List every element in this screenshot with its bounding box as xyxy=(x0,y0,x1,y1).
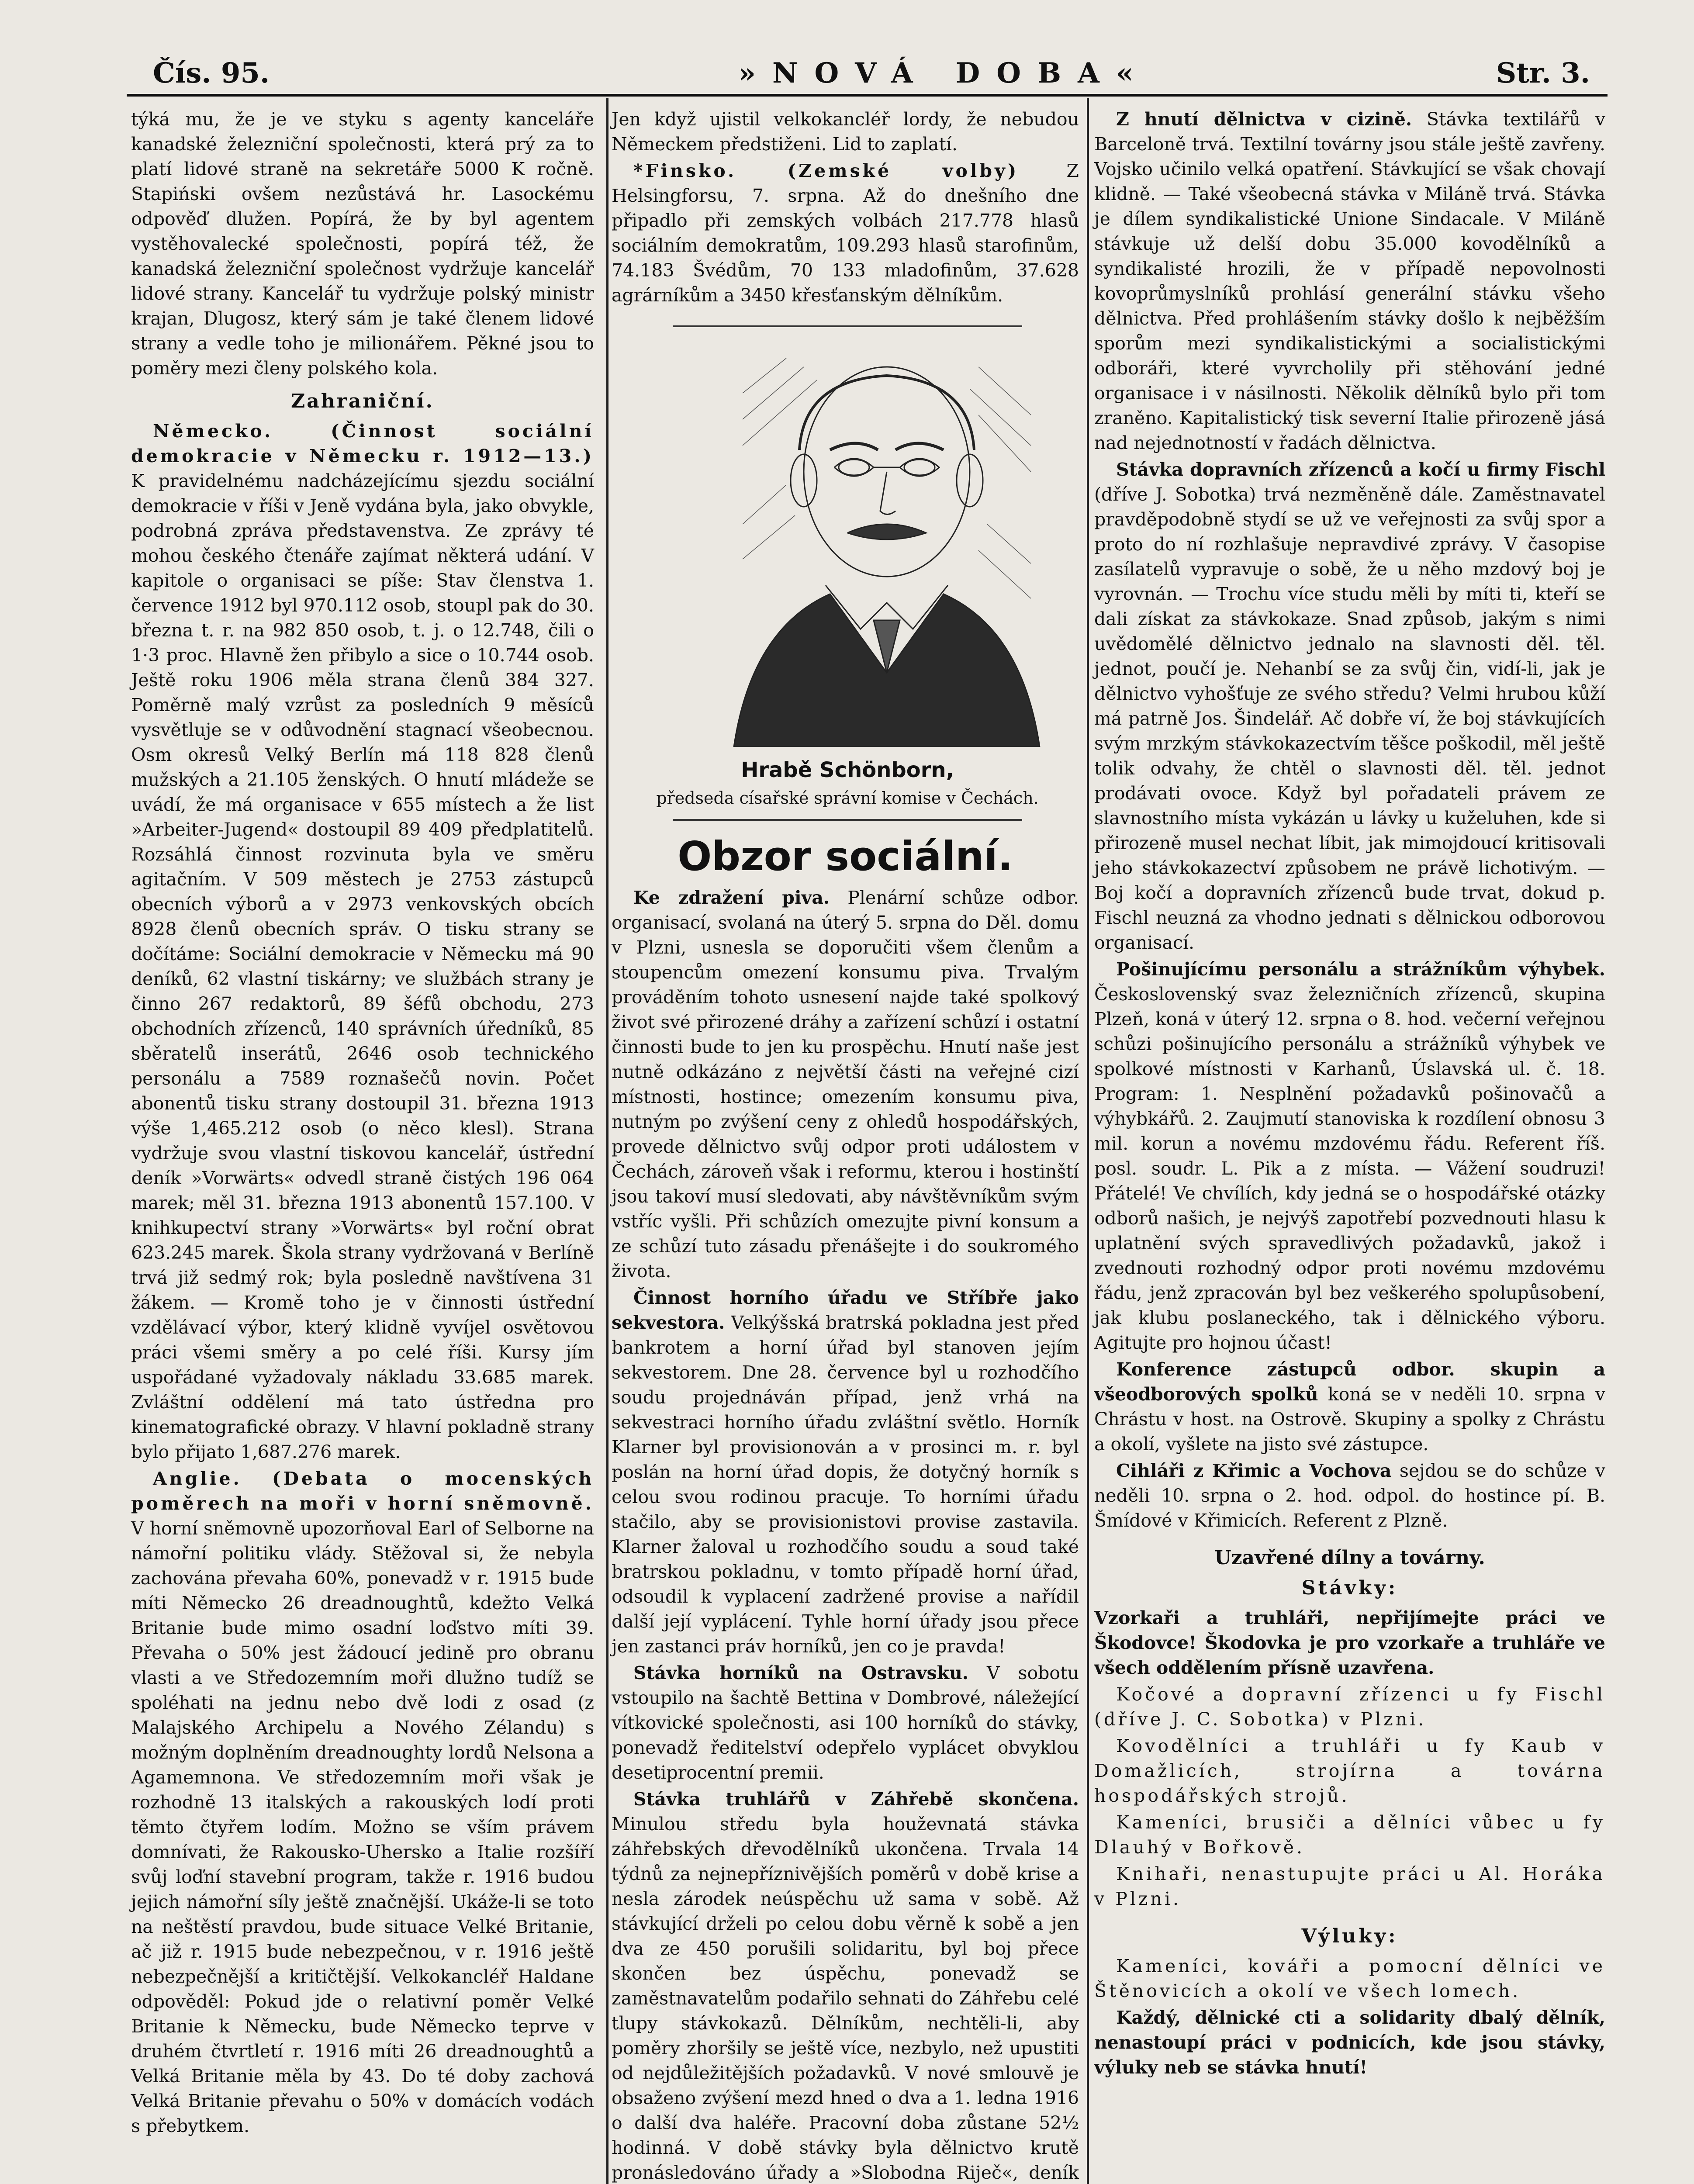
section-heading-foreign: Zahraniční. xyxy=(291,390,434,412)
portrait-nose xyxy=(880,472,895,515)
finland-article xyxy=(612,159,1079,308)
portrait-hatching xyxy=(743,358,1031,598)
beer-lead: Ke zdražení piva. xyxy=(633,887,830,908)
closed-shops-heading: Uzavřené dílny a továrny. xyxy=(1214,1547,1485,1569)
zagreb-text: Minulou středu byla houževnatá stávka záhřebských dřevodělníků ukončena. Trvala 14 týdnů za nejnepříznivějších poměrů v době krise a nesla zárodek neúspěchu už sama v sobě. Až stávkující drželi po celou dobu věrně k sobě a jen dva ze 450 porušili solidaritu, byl boj přece skončen bez úspěchu, ponevadž se zaměstnavatelům podařilo sehnati do Záhřebu celé tlupy stávkokazů. Dělníkům, nechtěli-li, aby poměry zhoršily se ještě více, nezbylo, než upustiti od nejdůležitějších požadavků. V nové smlouvě je obsaženo zvýšení mezd hned o dva a 1. ledna 1916 o další dva haléře. Pracovní doba zůstane 52½ hodinná. V době stávky byla dělnictvo krutě pronásledováno úřady a »Slobodna Riječ«, deník xyxy=(612,1814,1079,2183)
germany-article xyxy=(131,419,594,1465)
foreign-lead: Z hnutí dělnictva v cizině. xyxy=(1116,109,1412,130)
portrait-caption-name: Hrabě Schönborn, xyxy=(741,758,954,782)
conf-lead: Konference zástupců odbor. skupin a všeodborových spolků xyxy=(1094,1359,1605,1405)
strike-item-2: Kovodělníci a truhláři u fy Kaub v Domažlicích, strojírna a továrna hospodářských strojů. xyxy=(1094,1735,1605,1806)
mining-text: Velkýšská bratrská pokladna jest před bankrotem a horní úřad byl stanoven jejím sekvestorem. Dne 28. července byl u rozhodčího soudu projednáván případ, jenž vrhá na sekvestraci horního úřadu zvláštní světlo. Horník Klarner byl provisionován a v prosinci m. r. byl poslán na horní úřad dopis, že dotyčný horník s celou svou rodinou pracuje. To horními úřadu stačilo, aby se provisionistovi provise zastavila. Klarner žaloval u rozhodčího soudu a soud také bratrskou pokladnu, v tomto případě horní úřad, odsoudil k vyplacení zadržené provise a nařídil další její vyplácení. Tyhle horní úřady jsou přece jen zastanci práv horníků, jen co je pravda! xyxy=(612,1312,1079,1657)
ostrava-article xyxy=(612,1661,1079,1785)
finland-text: Z Helsingforsu, 7. srpna. Až do dnešního dne připadlo při zemských volbách 217.778 hlasů sociálním demokratům, 109.293 hlasů starofinům, 74.183 Švédům, 70 133 mladofinům, 37.628 agrárníkům a 3450 křesťanským dělníkům. xyxy=(612,160,1079,306)
lockout-item-2 xyxy=(1094,2005,1605,2080)
rail-article xyxy=(1094,957,1605,1355)
germany-lead: Německo. (Činnost sociální demokracie v Německu r. 1912—13.) xyxy=(131,421,594,467)
ostrava-lead: Stávka horníků na Ostravsku. xyxy=(633,1662,969,1683)
england-article xyxy=(131,1466,594,2139)
fischl-lead: Stávka dopravních zřízenců a kočí u firmy Fischl xyxy=(1116,459,1605,480)
portrait-mustache xyxy=(847,524,926,539)
column-divider-right xyxy=(1087,98,1089,2184)
england-lead: Anglie. (Debata o mocenských poměrech na moři v horní sněmovně. xyxy=(131,1468,594,1514)
portrait-engraving xyxy=(716,341,1057,747)
beer-article xyxy=(612,885,1079,1284)
skoda-notice xyxy=(1094,1606,1605,1680)
middle-column-top xyxy=(612,107,1079,310)
germany-text: K pravidelnému nadcházejícímu sjezdu sociální demokracie v říši v Jeně vydána byla, jako obvykle, podrobná zpráva představenstva. Ze zprávy té mohou českého čtenáře zajímat některá udání. V kapitole o organisaci se píše: Stav členstva 1. července 1912 byl 970.112 osob, stoupl pak do 30. března t. r. na 982 850 osob, t. j. o 12.748, čili o 1·3 proc. Hlavně žen přibylo a sice o 10.744 osob. Ještě roku 1906 měla strana členů 384 327. Poměrně malý vzrůst za posledních 9 měsíců vysvětluje se v odůvodnění stagnací všeobecnou. Osm okresů Velký Berlín má 118 828 členů mužských a 21.105 ženských. O hnutí mládeže se uvádí, že má organisace v 655 místech a že list »Arbeiter-Jugend« dostoupil 89 409 předplatitelů. Rozsáhlá činnost rozvinuta byla ve směru agitačním. V 509 městech je 2753 zástupců obecních výborů a v 2973 venkovských obcích 8928 členů obecních správ. O tisku strany se dočítáme: Sociální demokracie v Německu má 90 deníků, 62 vlastní tiskárny; ve službách strany je činno 267 redaktorů, 89 šéfů obchodu, 273 obchodních zřízenců, 140 správních úředníků, 85 sběratelů inserátů, 2646 osob technického personálu a 7589 roznašečů novin. Počet abonentů tisku strany dostoupil 31. března 1913 výše 1,465.212 osob (o něco klesl). Strana vydržuje svou vlastní tiskovou kancelář, ústřední deník »Vorwärts« odvedl straně čistých 196 064 marek; měl 31. března 1913 abonentů 157.100. V knihkupectví strany »Vorwärts« byl roční obrat 623.245 marek. Škola strany vydržovaná v Berlíně trvá již sedmý rok; byla posledně navštívena 31 žákem. — Kromě toho je v činnosti ústřední vzdělávací výbor, který klidně vyvíjel osvětovou práci všemi směry a po celé říši. Kursy jím uspořádané vyžadovaly nákladu 33.685 marek. Zvláštní oddělení má tato ústředna pro kinematografické obrazy. V hlavní pokladně strany bylo přijato 1,687.276 marek. xyxy=(131,470,594,1462)
zagreb-article xyxy=(612,1787,1079,2184)
skoda-text: Vzorkaři a truhláři, nepřijímejte práci ve Škodovce! Škodovka je pro vzorkaře a truhláře ve všech oddělením přísně uzavřena. xyxy=(1094,1607,1605,1678)
intro-paragraph: týká mu, že je ve styku s agenty kanceláře kanadské železniční společnosti, která prý za to platí lidové straně na sekretáře 5000 K ročně. Stapiński ovšem nezůstává hr. Lasockému odpověď dlužen. Popírá, že by byl agentem vystěhovalecké společnosti, popírá též, že kanadská železniční společnost vydržuje kancelář lidové strany. Kancelář tu vydržuje polský ministr krajan, Dlugosz, který sám je také členem lidové strany a vedle toho je milionářem. Pěkné jsou to poměry mezi členy polského kola. xyxy=(131,109,594,379)
fischl-article xyxy=(1094,457,1605,955)
issue-number: Čís. 95. xyxy=(153,57,270,90)
page-header xyxy=(127,44,1608,92)
foreign-article xyxy=(1094,107,1605,456)
lockouts-heading: Výluky: xyxy=(1301,1925,1398,1947)
portrait-hair xyxy=(799,376,974,450)
right-column xyxy=(1094,107,1605,2082)
rail-lead: Pošinujícímu personálu a strážníkům výhybek. xyxy=(1116,959,1605,980)
lockout-item-2-text: Každý, dělnické cti a solidarity dbalý dělník, nenastoupí práci v podnicích, kde jsou stávky, výluky neb se stávka hnutí! xyxy=(1094,2007,1605,2078)
cihlari-article xyxy=(1094,1458,1605,1533)
middle-column-bottom xyxy=(612,823,1079,2184)
england-text: V horní sněmovně upozorňoval Earl of Selborne na námořní politiku vlády. Stěžoval si, že nebyla zachována převaha 60%, ponevadž v r. 1915 bude míti Německo 26 dreadnoughtů, kdežto Velká Britanie bude mimo osadní loďstvo míti 39. Převaha o 50% jest žádoucí jedině pro obranu vlasti a ve Středozemním moři dlužno tudíž se spoléhati na jednu nebo dvě lodi z osad (z Malajského Archipelu a Nového Zélandu) s možným doplněním dreadnoughty lordů Nelsona a Agamemnona. Ve středozemním moři však je rozhodně 13 italských a rakouských lodí proti těmto čtyřem lodím. Možno se vším právem domnívati, že Rakousko-Uhersko a Italie rozšíří svůj loďní stavební program, takže r. 1916 budou jejich námořní síly ještě značnější. Ukáže-li se toto na neštěstí pravdou, bude situace Velké Britanie, ač již r. 1915 bude nebezpečnou, v r. 1916 ještě nebezpečnější a kritičtější. Velkokancléř Haldane odpověděl: Pokud jde o relativní poměr Velké Britanie k Německu, bude Německo teprve v druhém čtvrtletí r. 1916 míti 26 dreadnoughtů a Velká Britanie měla by 43. Do té doby zachová Velká Britanie převahu o 50% v domácích vodách s přebytkem. xyxy=(131,1518,594,2136)
conf-text: koná se v neděli 10. srpna v Chrástu v host. na Ostrově. Skupiny a spolky z Chrástu a okolí, vyšlete na jisto své zástupce. xyxy=(1094,1384,1605,1455)
strike-item-1: Kočové a dopravní zřízenci u fy Fischl (dříve J. C. Sobotka) v Plzni. xyxy=(1094,1684,1605,1730)
finland-lead: *Finsko. (Zemské volby) xyxy=(633,160,1019,181)
portrait-caption-role: předseda císařské správní komise v Čechách. xyxy=(656,788,1039,808)
foreign-text: Stávka textilářů v Barceloně trvá. Textilní továrny jsou stále ještě zavřeny. Vojsko učinilo velká opatření. Stávkující se však chovají klidně. — Také všeobecná stávka v Miláně trvá. Stávka je dílem syndikalistické Unione Sindacale. V Miláně stávkuje už delší dobu 35.000 kovodělníků a syndikalisté hrozili, že v případě nepovolnosti kovoprůmyslníků prohlásí generální stávku všeho dělnictva. Před prohlášením stávky došlo k nejběžším sporům mezi syndikalistickými a socialistickými odboráři, které vyvrcholily při stěhování jedné organisace i v násilnosti. Několik dělníků bylo při tom zraněno. Kapitalistický tisk severní Italie přirozeně jásá nad nejednotností v řadách dělnictva. xyxy=(1094,109,1605,453)
newspaper-title: »NOVÁ DOBA« xyxy=(738,57,1150,90)
ostrava-text: V sobotu vstoupilo na šachtě Bettina v Dombrové, náležející vítkovické společnosti, asi 100 horníků do stávky, ponevadž ředitelství odepřelo vyplácet obvyklou desetiprocentní premii. xyxy=(612,1662,1079,1783)
portrait-bottom-rule xyxy=(673,819,1022,821)
strike-item-4: Knihaři, nenastupujte práci u Al. Horáka v Plzni. xyxy=(1094,1863,1605,1909)
middle-top-text: Jen když ujistil velkokancléř lordy, že nebudou Německem předstiženi. Lid to zaplatí. xyxy=(612,109,1079,155)
conf-article xyxy=(1094,1357,1605,1457)
mining-lead: Činnost horního úřadu ve Stříbře jako sekvestora. xyxy=(612,1287,1079,1333)
page-number: Str. 3. xyxy=(1496,57,1590,90)
column-divider-left xyxy=(606,98,608,2184)
fischl-text: (dříve J. Sobotka) trvá nezměněně dále. Zaměstnavatel pravděpodobně stydí se už ve veřejnosti za svůj spor a proto do ní rozhlašuje nepravdivé zprávy. V časopise zasílatelů vypravuje o sobě, že u něho mzdový boj je vyrovnán. — Trochu více studu měli by míti ti, kteří se dali získat za stávkokaze. Snad způsob, jakým s nimi uvědomělé dělnictvo jednalo na slavnosti děl. těl. jednot, poučí je. Nehanbí se za svůj čin, vidí-li, jak je dělnictvo vyhošťuje ze svého středu? Velmi hrubou kůží má patrně Jos. Šindelář. Ač dobře ví, že boj stávkujících svým mrzkým stávkokazectvím těšce poškodil, měl ještě tolik odvahy, že chtěl o slavnosti děl. těl. jednot prodávati ovoce. Když byl pořadateli právem ze slavnostního místa vykázán u lávky u kuželuhen, kde si přirozeně musel nechat líbit, jak mimojdoucí kritisovali jeho stávkokazectví způsobem ne právě lichotivým. — Boj kočí a dopravních zřízenců bude trvat, dokud p. Fischl neuzná za vhodno jednati s dělnickou odborovou organisací. xyxy=(1094,484,1605,953)
lockout-item-1: Kameníci, kováři a pomocní dělníci ve Štěnovicích a okolí ve všech lomech. xyxy=(1094,1956,1605,2001)
beer-text: Plenární schůze odbor. organisací, svolaná na úterý 5. srpna do Děl. domu v Plzni, usnesla se doporučiti všem členům a stoupencům omezení konsumu piva. Trvalým prováděním tohoto usnesení najde také spolkový život své přirozené dráhy a zařízení schůzí i ostatní činnosti bude to jen ku prospěchu. Hnutí naše jest nutně odkázáno z největší části na veřejné cizí místnosti, hostince; omezením konsumu piva, nutným po zvýšení ceny z ohledů hospodářských, provede dělnictvo svůj odpor proti událostem v Čechách, zároveň však i reformu, kterou i hostinští jsou takoví musí sledovati, aby návštěvníkům svým vstříc vyšli. Při schůzích omezujte pivní konsum a ze schůzí tuto zásadu přenášejte i do soukromého života. xyxy=(612,887,1079,1282)
zagreb-lead: Stávka truhlářů v Záhřebě skončena. xyxy=(633,1789,1079,1810)
portrait-top-rule xyxy=(673,325,1022,327)
mining-article xyxy=(612,1286,1079,1659)
strike-item-3: Kameníci, brusiči a dělníci vůbec u fy Dlauhý v Bořkově. xyxy=(1094,1812,1605,1858)
strikes-heading: Stávky: xyxy=(1301,1577,1398,1599)
portrait-brow xyxy=(830,443,944,450)
section-title-social: Obzor sociální. xyxy=(678,833,1013,880)
header-rule xyxy=(127,94,1608,97)
rail-text: Československý svaz železničních zřízenců, skupina Plzeň, koná v úterý 12. srpna o 8. hod. večerní veřejnou schůzi pošinujícího personálu a strážníků výhybek ve spolkové místnosti v Karhanů, Úslavská ul. č. 18. Program: 1. Nesplnění požadavků pošinovačů a výhybkářů. 2. Zaujmutí stanoviska k rozdílení obnosu 3 mil. korun a novému mzdovému řádu. Referent říš. posl. soudr. L. Pik a z místa. — Vážení soudruzi! Přátelé! Ve chvílích, kdy jedná se o hospodářské otázky odborů našich, je nejvýš zapotřebí pozvednouti hlasu k uplatnění svých spravedlivých požadavků, jakož i zvednouti rozhodný odpor proti novému mzdovému řádu, jenž zpracován byl bez veškerého spolupůsobení, jak klubu poslaneckého, tak i dělnického výboru. Agitujte pro hojnou účast! xyxy=(1094,984,1605,1353)
left-column xyxy=(131,107,594,2140)
cihlari-text: sejdou se do schůze v neděli 10. srpna o 2. hod. odpol. do hostince pí. B. Šmídové v Křimicích. Referent z Plzně. xyxy=(1094,1460,1605,1531)
cihlari-lead: Cihláři z Křimic a Vochova xyxy=(1116,1460,1392,1481)
